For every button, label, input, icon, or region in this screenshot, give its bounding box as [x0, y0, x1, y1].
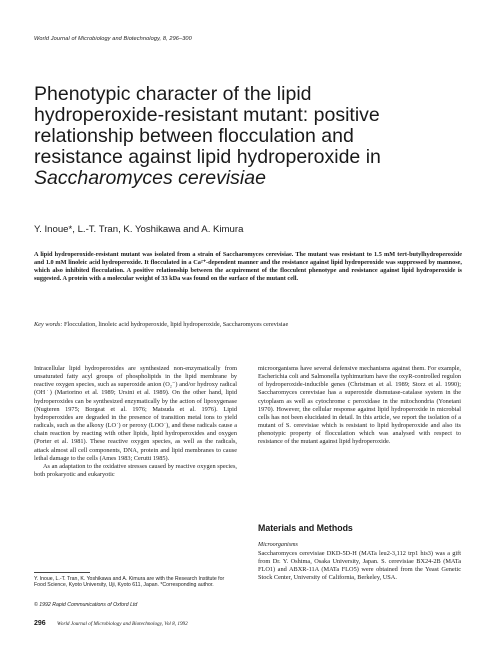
left-column [34, 365, 237, 479]
footer-journal-citation: World Journal of Microbiology and Biotechnology, Vol 8, 1992 [57, 621, 188, 627]
title-line-3: relationship between flocculation and [34, 125, 354, 147]
intro-paragraph-1: Intracellular lipid hydroperoxides are synthesized non-enzymatically from unsaturated fatty acyl groups of phospholipids in the lipid membrane by reactive oxygen species, such as superoxide anion (O₂⁻) and/or hydroxy radical (OH˙) (Mariorino et al. 1989; Ursini et al. 1989). On the other hand, lipid hydroperoxides can be synthesized enzymatically by the action of lipoxygenase (Nugteren 1975; Borgeat et al. 1976; Matsuda et al. 1976). Lipid hydroperoxides are degraded in the presence of transition metal ions to yield radicals, such as the alkoxy (LO˙) or peroxy (LOO˙), and these radicals cause a chain reaction by reacting with other lipids, lipid hydroperoxides and oxygen (Porter et al. 1981). These reactive oxygen species, as well as the radicals, attack almost all cell components, DNA, protein and lipid membranes to cause lethal damage to the cells (Ames 1983; Cerutti 1985). [34, 365, 237, 462]
keywords-label: Key words: [34, 321, 63, 328]
subsection-heading-microorganisms: Microorganisms [258, 542, 298, 548]
intro-paragraph-3: microorganisms have several defensive mechanisms against them. For example, Escherichia coli and Salmonella typhimurium have the oxyR-controlled regulon of hydroperoxide-inducible genes (Christman et al. 1989; Storz et al. 1990); Saccharomyces cerevisiae has a superoxide dismutase-catalase system in the cytoplasm as well as cytochrome c peroxidase in the mitochondria (Yonetani 1970). However, the cellular response against lipid hydroperoxide in microbial cells has not been elucidated in detail. In this article, we report the isolation of a mutant of S. cerevisiae which is resistant to lipid hydroperoxide and also its phenotypic property of flocculation which was analysed with respect to resistance of the mutant against lipid hydroperoxide. [258, 365, 461, 446]
article-title [34, 84, 464, 189]
title-line-4: resistance against lipid hydroperoxide in [34, 146, 381, 168]
page-number: 296 [34, 620, 46, 627]
copyright-notice: © 1992 Rapid Communications of Oxford Ltd [34, 602, 138, 608]
footnote-divider [34, 572, 90, 573]
title-line-1: Phenotypic character of the lipid [34, 83, 312, 105]
section-heading-methods: Materials and Methods [258, 523, 353, 533]
author-affiliation-footnote: Y. Inoue, L.-T. Tran, K. Yoshikawa and A. Kimura are with the Research Institute for Food Science, Kyoto University, Uji, Kyoto 611, Japan. *Corresponding author. [34, 576, 225, 589]
methods-paragraph: Saccharomyces cerevisiae DKD-5D-H (MATa leu2-3,112 trp1 his3) was a gift from Dr. Y. Oshima, Osaka University, Japan. S. cerevisiae BX24-2B (MATa FLO1) and ABXR-11A (MATa FLO5) were obtained from the Yeast Genetic Stock Center, University of California, Berkeley, USA. [258, 550, 461, 582]
journal-header: World Journal of Microbiology and Biotechnology, 8, 296–300 [34, 36, 192, 42]
author-list: Y. Inoue*, L.-T. Tran, K. Yoshikawa and A. Kimura [34, 224, 244, 235]
right-column [258, 365, 461, 447]
title-line-5: Saccharomyces cerevisiae [34, 167, 266, 189]
intro-paragraph-2: As an adaptation to the oxidative stresses caused by reactive oxygen species, both prokaryotic and eukaryotic [34, 462, 237, 479]
title-line-2: hydroperoxide-resistant mutant: positive [34, 104, 380, 126]
abstract: A lipid hydroperoxide-resistant mutant was isolated from a strain of Saccharomyces cerevisiae. The mutant was resistant to 1.5 mM tert-butylhydroperoxide and 1.0 mM linoleic acid hydroperoxide. It flocculated in a Ca²⁺-dependent manner and the resistance against lipid hydroperoxide was suppressed by mannose, which also inhibited flocculation. A positive relationship between the acquirement of the flocculent phenotype and resistance against lipid hydroperoxide is suggested. A protein with a molecular weight of 33 kDa was found on the surface of the mutant cell. [34, 251, 462, 283]
keywords [34, 321, 462, 329]
keywords-text: Flocculation, linoleic acid hydroperoxide, lipid hydroperoxide, Saccharomyces cerevisiae [63, 321, 289, 328]
